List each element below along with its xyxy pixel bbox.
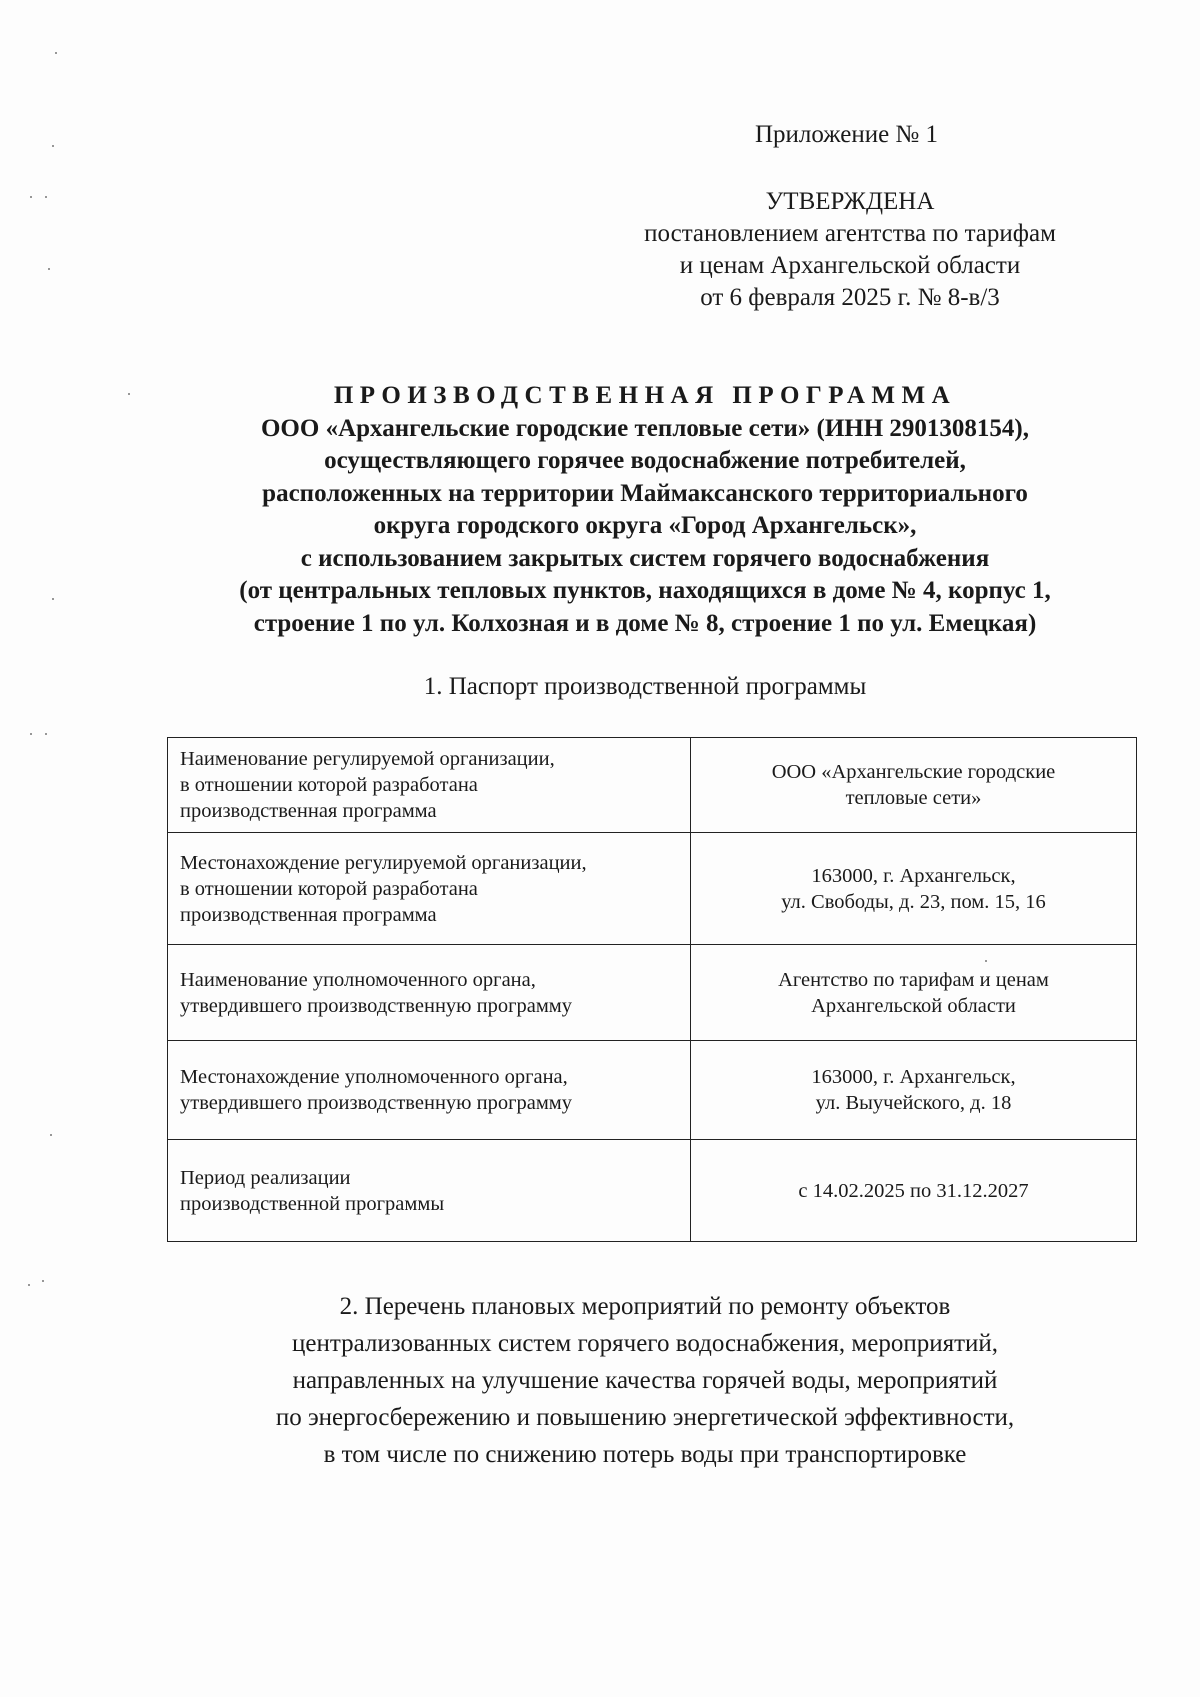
table-row — [168, 1140, 1137, 1242]
cell-line: с 14.02.2025 по 31.12.2027 — [798, 1179, 1029, 1202]
cell-line: Наименование регулируемой организации, — [180, 748, 555, 770]
section-1-heading: 1. Паспорт производственной программы — [423, 673, 867, 700]
cell-line: ул. Свободы, д. 23, пом. 15, 16 — [781, 890, 1046, 913]
scan-speck — [42, 1280, 44, 1282]
scan-speck — [45, 733, 47, 735]
section-2-line: по энергосбережению и повышению энергетической эффективности, — [275, 1404, 1015, 1431]
cell-line: ООО «Архангельские городские — [771, 761, 1056, 783]
program-subtitle-line: строение 1 по ул. Колхозная и в доме № 8, строение 1 по ул. Емецкая) — [253, 609, 1037, 637]
cell-line: Местонахождение регулируемой организации, — [180, 851, 587, 874]
program-subtitle-line: с использованием закрытых систем горячего водоснабжения — [300, 544, 990, 572]
table-row — [168, 738, 1137, 833]
scan-speck — [48, 268, 50, 270]
approval-line: и ценам Архангельской области — [679, 252, 1021, 279]
table-key-cell — [168, 945, 691, 1041]
cell-line: Местонахождение уполномоченного органа, — [180, 1066, 568, 1088]
cell-line: Агентство по тарифам и ценам — [778, 968, 1049, 991]
scan-speck — [55, 52, 57, 54]
table-value-cell — [691, 945, 1137, 1041]
cell-line: ул. Выучейского, д. 18 — [815, 1092, 1012, 1114]
section-2-line: в том числе по снижению потерь воды при транспортировке — [323, 1441, 967, 1468]
cell-line: в отношении которой разработана — [180, 774, 478, 796]
table-key-cell — [168, 833, 691, 945]
table-key-cell — [168, 738, 691, 833]
program-subtitle-line: округа городского округа «Город Архангельск», — [373, 512, 917, 539]
program-subtitle-line: (от центральных тепловых пунктов, находящихся в доме № 4, корпус 1, — [239, 577, 1051, 604]
scan-speck — [28, 1284, 30, 1286]
table-row — [168, 833, 1137, 945]
approval-heading: УТВЕРЖДЕНА — [765, 188, 935, 215]
program-subtitle-line: осуществляющего горячее водоснабжение потребителей, — [324, 447, 966, 474]
section-2-line: централизованных систем горячего водоснабжения, мероприятий, — [291, 1330, 999, 1357]
cell-line: Период реализации — [180, 1166, 351, 1189]
cell-line: Наименование уполномоченного органа, — [180, 968, 536, 991]
cell-line: производственная программа — [180, 800, 437, 822]
section-2-line: направленных на улучшение качества горячей воды, мероприятий — [292, 1367, 998, 1394]
cell-line: 163000, г. Архангельск, — [811, 864, 1016, 887]
table-key-cell — [168, 1041, 691, 1140]
approval-block — [590, 186, 1110, 314]
scan-speck — [30, 196, 32, 198]
passport-table — [167, 737, 1137, 1242]
program-subtitle-line: ООО «Архангельские городские тепловые сети» (ИНН 2901308154), — [260, 414, 1030, 442]
scan-speck — [128, 393, 130, 395]
program-title-block — [150, 380, 1140, 640]
cell-line: производственная программа — [180, 903, 437, 926]
section-2-line: 2. Перечень плановых мероприятий по ремонту объектов — [339, 1293, 951, 1320]
table-key-cell — [168, 1140, 691, 1242]
program-title: ПРОИЗВОДСТВЕННАЯ ПРОГРАММА — [333, 382, 957, 409]
scan-speck — [50, 1134, 52, 1136]
table-value-cell — [691, 833, 1137, 945]
table-row — [168, 1041, 1137, 1140]
cell-line: в отношении которой разработана — [180, 877, 478, 900]
scan-speck — [30, 733, 32, 735]
scan-speck — [52, 598, 54, 600]
cell-line: Архангельской области — [811, 994, 1016, 1017]
scan-speck — [52, 145, 54, 147]
section-2-heading — [150, 1288, 1140, 1473]
table-value-cell — [691, 1140, 1137, 1242]
cell-line: производственной программы — [180, 1192, 445, 1215]
scan-speck — [985, 960, 987, 962]
cell-line: утвердившего производственную программу — [180, 1092, 573, 1114]
table-row — [168, 945, 1137, 1041]
table-value-cell — [691, 1041, 1137, 1140]
cell-line: утвердившего производственную программу — [180, 994, 573, 1017]
table-value-cell — [691, 738, 1137, 833]
approval-line: постановлением агентства по тарифам — [644, 220, 1056, 247]
cell-line: тепловые сети» — [845, 787, 982, 809]
approval-line: от 6 февраля 2025 г. № 8-в/3 — [700, 284, 1000, 311]
cell-line: 163000, г. Архангельск, — [811, 1066, 1016, 1088]
scan-speck — [45, 196, 47, 198]
appendix-label: Приложение № 1 — [755, 121, 939, 148]
program-subtitle-line: расположенных на территории Маймаксанского территориального — [262, 479, 1028, 507]
